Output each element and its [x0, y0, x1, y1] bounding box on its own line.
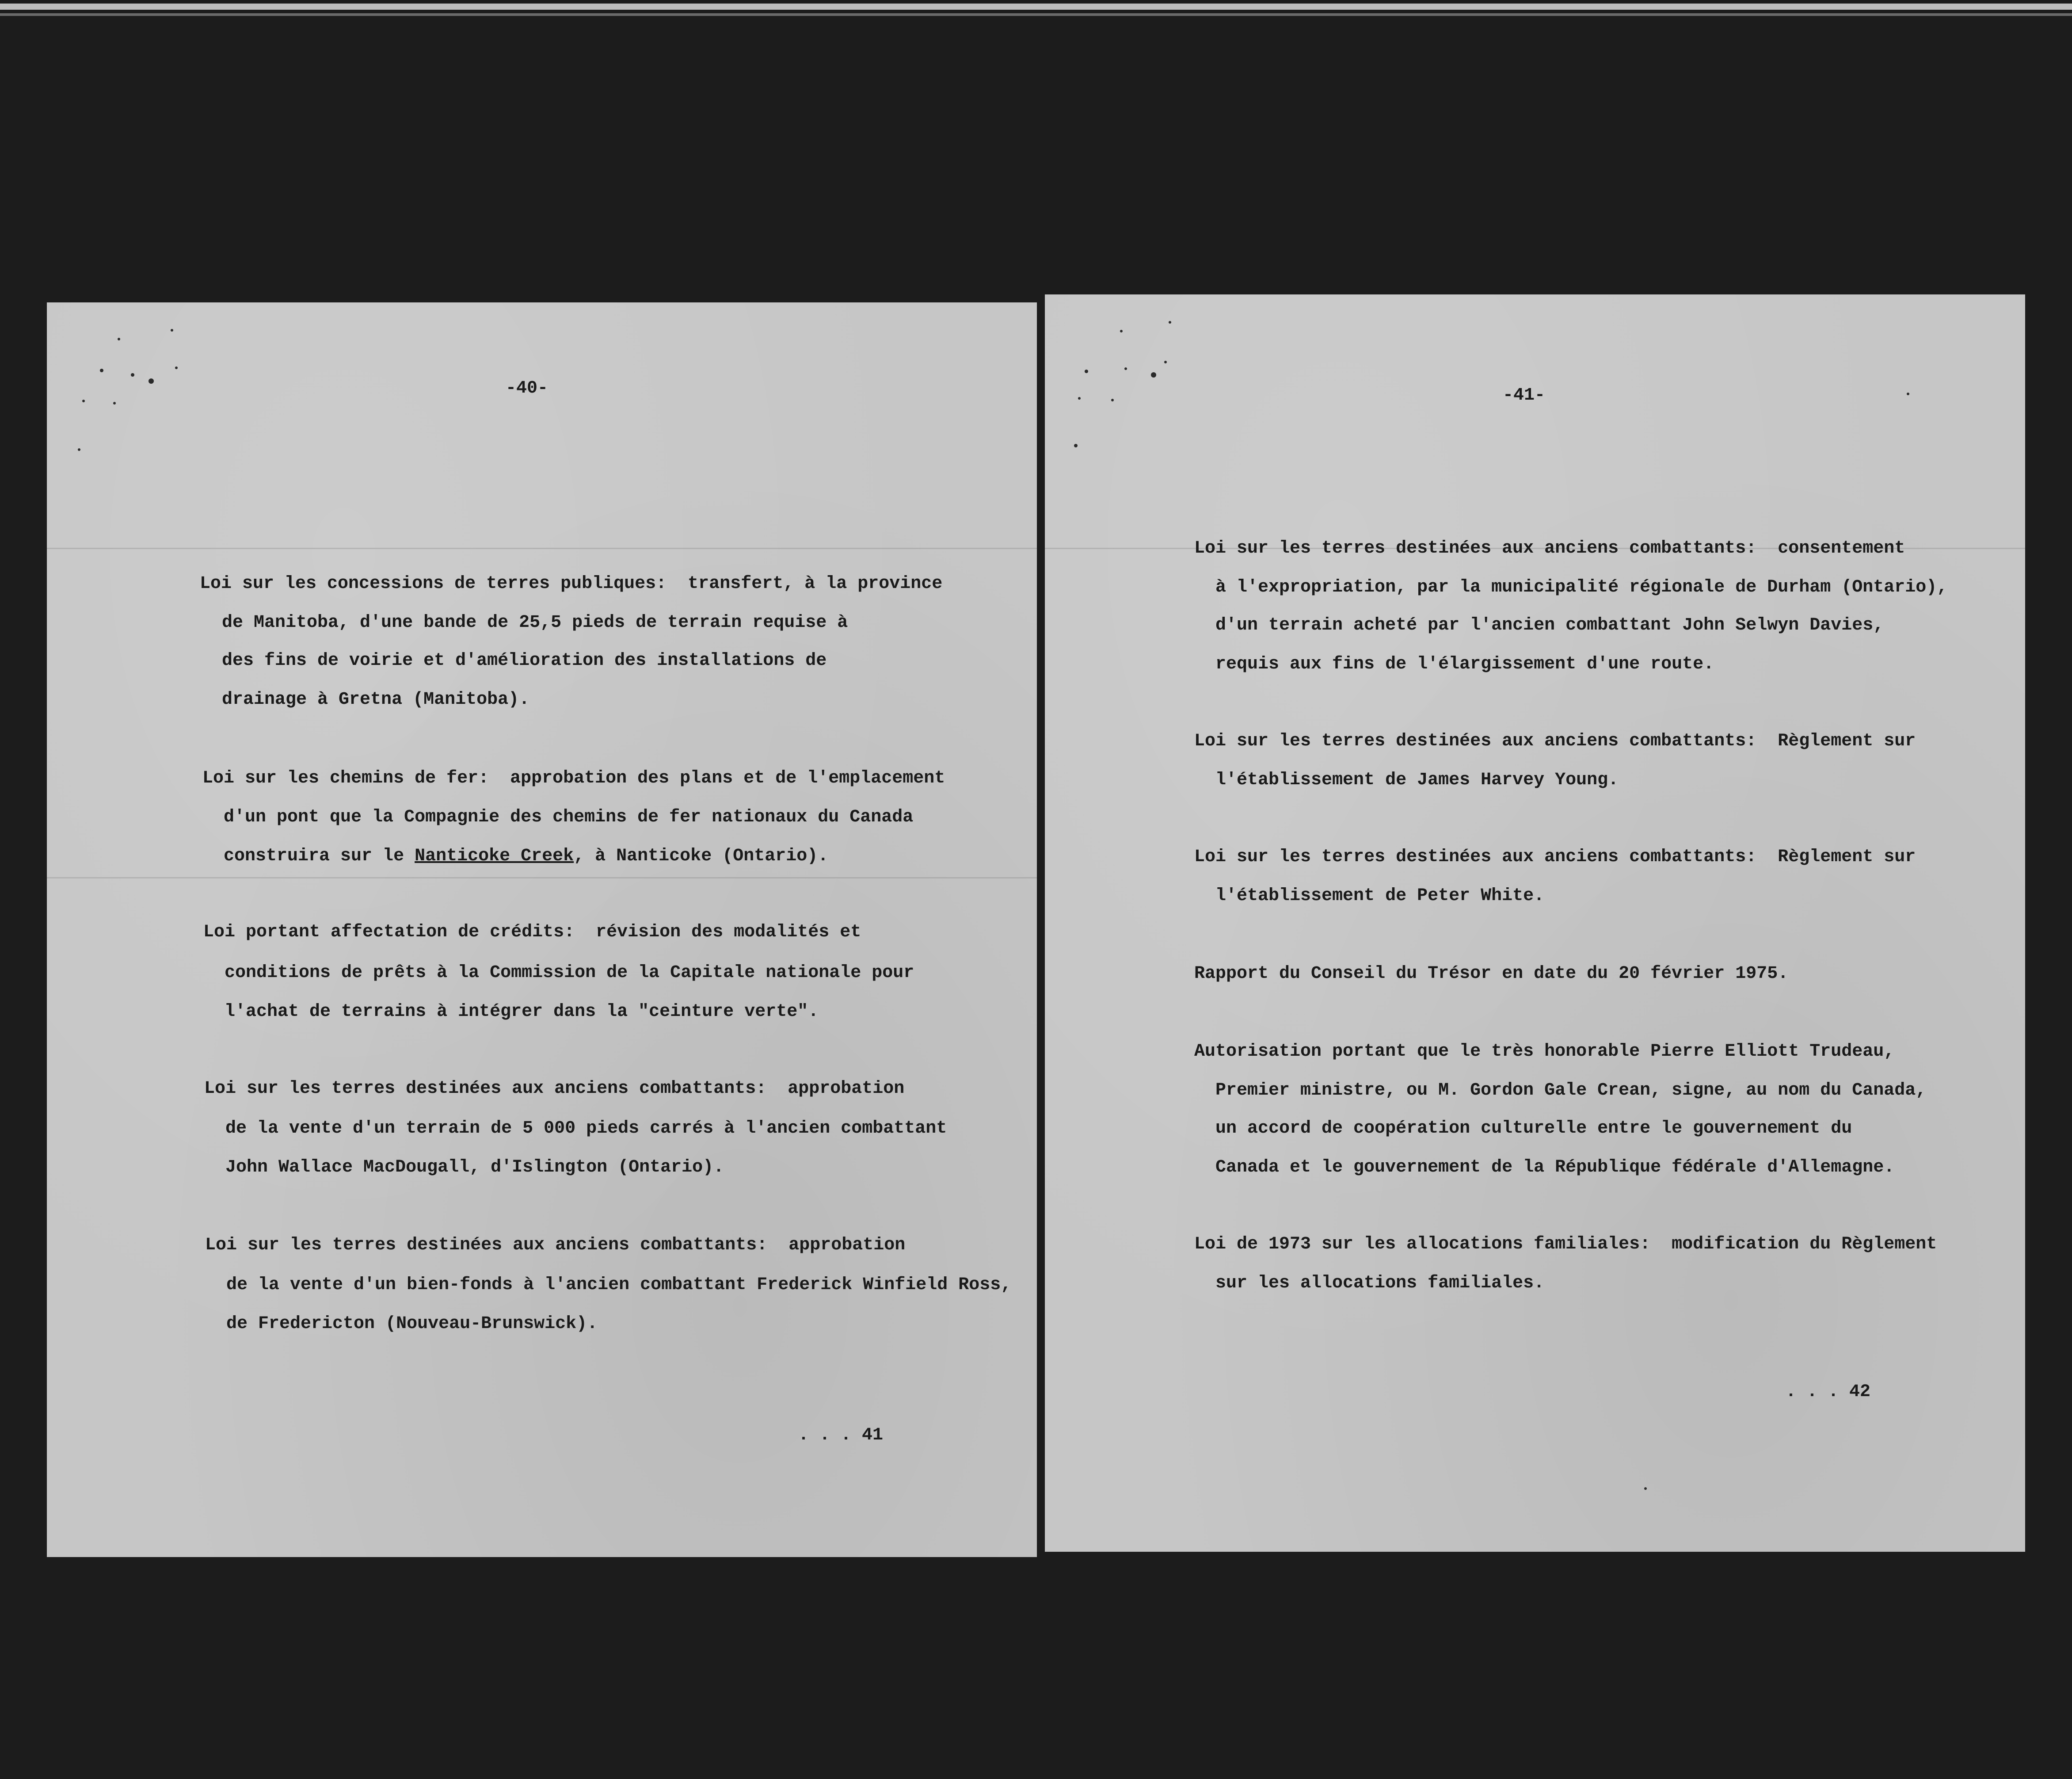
entry-line: de Fredericton (Nouveau-Brunswick). — [226, 1314, 598, 1334]
entry-line: un accord de coopération culturelle entre le gouvernement du — [1215, 1119, 1852, 1138]
document-page-41 — [1045, 294, 2025, 1552]
speck — [171, 329, 173, 332]
entry-line: de la vente d'un bien-fonds à l'ancien combattant Frederick Winfield Ross, — [226, 1275, 1012, 1295]
entry-line: l'établissement de Peter White. — [1215, 886, 1545, 906]
speck — [1151, 372, 1156, 378]
speck — [1164, 361, 1167, 363]
entry-line: l'établissement de James Harvey Young. — [1215, 770, 1619, 790]
entry-line — [224, 846, 828, 866]
line-text: construira sur le — [224, 846, 415, 866]
entry-line: Autorisation portant que le très honorable Pierre Elliott Trudeau, — [1194, 1042, 1895, 1061]
film-edge — [0, 4, 2072, 10]
entry-line: Rapport du Conseil du Trésor en date du 20 février 1975. — [1194, 964, 1789, 984]
entry-line: l'achat de terrains à intégrer dans la "ceinture verte". — [225, 1002, 819, 1022]
entry-line: à l'expropriation, par la municipalité régionale de Durham (Ontario), — [1215, 577, 1948, 597]
entry-line: Loi sur les terres destinées aux anciens combattants: Règlement sur — [1194, 731, 1916, 751]
entry-line: Loi sur les terres destinées aux anciens combattants: consentement — [1194, 538, 1905, 558]
speck — [78, 448, 80, 451]
page-number: -40- — [506, 378, 548, 398]
entry-line: Premier ministre, ou M. Gordon Gale Crean, signe, au nom du Canada, — [1215, 1080, 1927, 1100]
entry-line: d'un pont que la Compagnie des chemins de fer nationaux du Canada — [224, 807, 914, 827]
speck — [1074, 444, 1078, 447]
entry-line: Loi sur les terres destinées aux anciens combattants: Règlement sur — [1194, 847, 1916, 867]
entry-line: de la vente d'un terrain de 5 000 pieds carrés à l'ancien combattant — [225, 1119, 947, 1138]
entry-line: Loi de 1973 sur les allocations familiales: modification du Règlement — [1194, 1234, 1937, 1254]
speck — [1169, 321, 1171, 324]
entry-line: Loi sur les chemins de fer: approbation des plans et de l'emplacement — [202, 768, 945, 788]
speck — [1085, 370, 1088, 373]
fold-crease — [47, 877, 1037, 878]
speck — [1120, 330, 1123, 332]
entry-line: John Wallace MacDougall, d'Islington (Ontario). — [225, 1157, 724, 1177]
entry-line: de Manitoba, d'une bande de 25,5 pieds de terrain requise à — [222, 613, 848, 633]
entry-line: Canada et le gouvernement de la République fédérale d'Allemagne. — [1215, 1157, 1895, 1177]
entry-line: des fins de voirie et d'amélioration des installations de — [222, 651, 827, 671]
speck — [100, 369, 103, 372]
film-edge-shadow — [0, 13, 2072, 16]
entry-line: sur les allocations familiales. — [1215, 1273, 1545, 1293]
speck — [82, 400, 85, 402]
entry-line: Loi sur les terres destinées aux anciens combattants: approbation — [205, 1235, 906, 1255]
entry-line: Loi sur les terres destinées aux anciens combattants: approbation — [204, 1079, 905, 1099]
entry-line: conditions de prêts à la Commission de la Capitale nationale pour — [225, 963, 914, 983]
speck — [1907, 393, 1909, 395]
speck — [131, 373, 134, 377]
underlined-place-name: Nanticoke Creek — [415, 846, 574, 866]
document-page-40 — [47, 302, 1037, 1557]
speck — [113, 402, 116, 405]
entry-line: Loi sur les concessions de terres publiques: transfert, à la province — [200, 574, 943, 594]
entry-line: drainage à Gretna (Manitoba). — [222, 690, 530, 710]
speck — [149, 378, 154, 384]
fold-crease — [47, 548, 1037, 549]
speck — [1644, 1487, 1647, 1490]
speck — [1124, 367, 1127, 370]
continuation-marker: . . . 41 — [798, 1425, 884, 1445]
entry-line: requis aux fins de l'élargissement d'une route. — [1215, 654, 1714, 674]
speck — [118, 338, 120, 340]
speck — [175, 366, 178, 369]
entry-line: Loi portant affectation de crédits: révision des modalités et — [203, 922, 861, 942]
line-text: , à Nanticoke (Ontario). — [574, 846, 829, 866]
speck — [1078, 397, 1081, 400]
page-number: -41- — [1503, 386, 1546, 405]
speck — [1111, 399, 1114, 401]
entry-line: d'un terrain acheté par l'ancien combattant John Selwyn Davies, — [1215, 615, 1884, 635]
continuation-marker: . . . 42 — [1786, 1382, 1871, 1402]
